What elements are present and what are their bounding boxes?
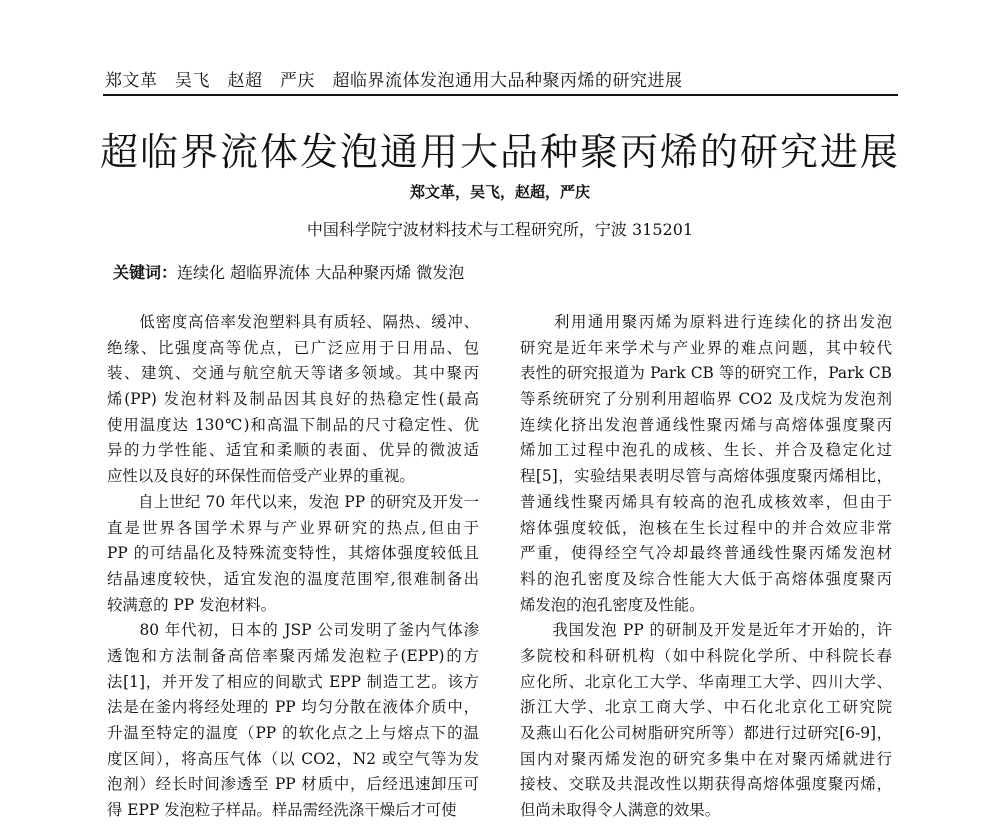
body-column-left (107, 310, 479, 820)
text-line: 透饱和方法制备高倍率聚丙烯发泡粒子(EPP)的方 (107, 646, 479, 665)
text-line: 绝缘、比强度高等优点，已广泛应用于日用品、包 (107, 338, 479, 357)
text-line: 异的力学性能、适宜和柔顺的表面、优异的微波适 (107, 441, 479, 460)
text-line: 法[1]，并开发了相应的间歇式 EPP 制造工艺。该方 (107, 672, 479, 691)
text-line: 应性以及良好的环保性而倍受产业界的重视。 (107, 467, 415, 486)
keywords-text: 连续化 超临界流体 大品种聚丙烯 微发泡 (177, 263, 465, 282)
text-line: 较满意的 PP 发泡材料。 (107, 595, 277, 614)
text-line: 料的泡孔密度及综合性能大大低于高熔体强度聚丙 (520, 569, 892, 588)
keywords-label: 关键词： (113, 263, 178, 282)
text-line: 泡剂）经长时间渗透至 PP 材质中，后经迅速卸压可 (107, 775, 479, 794)
text-line: 升温至特定的温度（PP 的软化点之上与熔点下的温 (107, 724, 479, 742)
text-line: 严重，使得经空气冷却最终普通线性聚丙烯发泡材 (520, 544, 892, 563)
text-line: 得 EPP 发泡粒子样品。样品需经洗涤干燥后才可使 (107, 801, 457, 820)
text-line: PP 的可结晶化及特殊流变特性，其熔体强度较低且 (107, 544, 479, 563)
body-column-right (520, 310, 892, 820)
text-line: 结晶速度较快，适宜发泡的温度范围窄,很难制备出 (107, 569, 479, 588)
author-list: 郑文革，吴飞，赵超，严庆 (409, 183, 590, 201)
paper-title: 超临界流体发泡通用大品种聚丙烯的研究进展 (99, 130, 900, 174)
keywords (113, 262, 464, 284)
text-line: 普通线性聚丙烯具有较高的泡孔成核效率，但由于 (520, 492, 892, 511)
running-header: 郑文革 吴飞 赵超 严庆 超临界流体发泡通用大品种聚丙烯的研究进展 (105, 71, 683, 91)
text-line: 我国发泡 PP 的研制及开发是近年才开始的，许 (520, 621, 892, 640)
text-line: 浙江大学、北京工商大学、中石化北京化工研究院 (520, 698, 892, 717)
header-rule (103, 94, 898, 96)
text-line: 等系统研究了分别利用超临界 CO2 及戊烷为发泡剂 (520, 390, 892, 409)
text-line: 法是在釜内将经处理的 PP 均匀分散在液体介质中， (107, 698, 479, 717)
text-line: 烯加工过程中泡孔的成核、生长、并合及稳定化过 (520, 441, 892, 460)
text-line: 熔体强度较低，泡核在生长过程中的并合效应非常 (520, 518, 892, 537)
text-line: 多院校和科研机构（如中科院化学所、中科院长春 (520, 646, 892, 665)
text-line: 烯发泡的泡孔密度及性能。 (520, 595, 705, 614)
text-line: 国内对聚丙烯发泡的研究多集中在对聚丙烯就进行 (520, 749, 892, 768)
affiliation: 中国科学院宁波材料技术与工程研究所，宁波 315201 (306, 220, 694, 239)
text-line: 使用温度达 130℃)和高温下制品的尺寸稳定性、优 (107, 415, 479, 434)
text-line: 连续化挤出发泡普通线性聚丙烯与高熔体强度聚丙 (520, 415, 892, 434)
text-line: 程[5]，实验结果表明尽管与高熔体强度聚丙烯相比， (520, 467, 892, 486)
text-line: 接枝、交联及共混改性以期获得高熔体强度聚丙烯， (520, 775, 892, 794)
text-line: 及燕山石化公司树脂研究所等）都进行过研究[6-9]， (520, 724, 892, 742)
text-line: 度区间），将高压气体（以 CO2，N2 或空气等为发 (107, 749, 479, 768)
text-line: 自上世纪 70 年代以来，发泡 PP 的研究及开发一 (107, 492, 479, 511)
text-line: 低密度高倍率发泡塑料具有质轻、隔热、缓冲、 (107, 313, 479, 331)
text-line: 表性的研究报道为 Park CB 等的研究工作，Park CB (520, 364, 892, 383)
text-line: 80 年代初，日本的 JSP 公司发明了釜内气体渗 (107, 621, 479, 640)
text-line: 但尚未取得令人满意的效果。 (520, 801, 721, 820)
text-line: 利用通用聚丙烯为原料进行连续化的挤出发泡 (520, 313, 892, 331)
text-line: 研究是近年来学术与产业界的难点问题，其中较代 (520, 338, 892, 357)
text-line: 装、建筑、交通与航空航天等诸多领域。其中聚丙 (107, 364, 479, 383)
text-line: 应化所、北京化工大学、华南理工大学、四川大学、 (520, 672, 892, 691)
text-line: 直是世界各国学术界与产业界研究的热点,但由于 (107, 518, 479, 537)
text-line: 烯(PP) 发泡材料及制品因其良好的热稳定性(最高 (107, 390, 479, 409)
